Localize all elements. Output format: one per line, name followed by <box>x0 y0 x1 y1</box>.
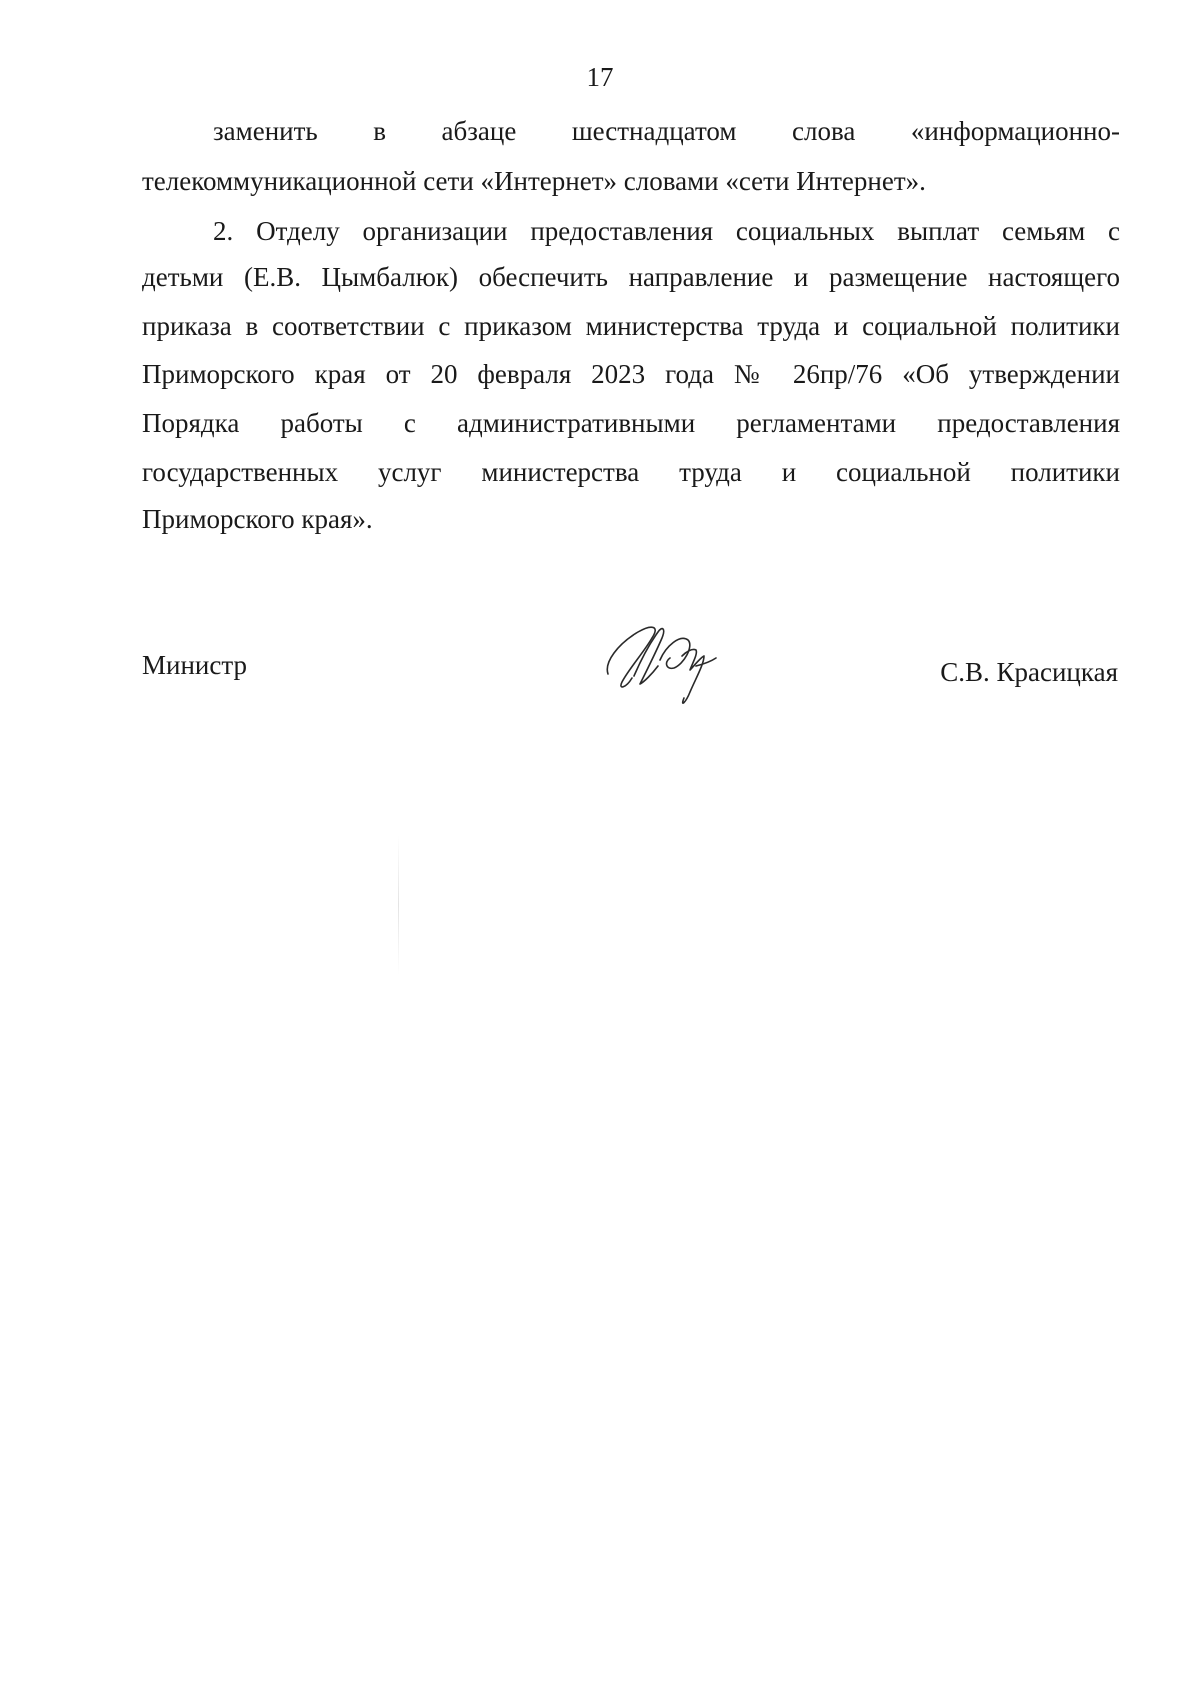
signature-title: Министр <box>142 650 247 680</box>
scan-artifact <box>398 835 399 975</box>
text-line: Приморского края». <box>142 504 373 534</box>
text-line: государственных услуг министерства труда и социальной политики <box>142 457 1120 487</box>
text-line: телекоммуникационной сети «Интернет» словами «сети Интернет». <box>142 166 926 196</box>
text-line: Приморского края от 20 февраля 2023 года № 26пр/76 «Об утверждении <box>142 359 1120 389</box>
text-line: Порядка работы с административными регламентами предоставления <box>142 408 1120 438</box>
handwritten-signature <box>600 612 740 712</box>
text-line: приказа в соответствии с приказом министерства труда и социальной политики <box>142 311 1120 341</box>
text-line: заменить в абзаце шестнадцатом слова «информационно- <box>213 116 1120 146</box>
text-line: детьми (Е.В. Цымбалюк) обеспечить направление и размещение настоящего <box>142 262 1120 292</box>
text-line: 2. Отделу организации предоставления социальных выплат семьям с <box>213 216 1120 246</box>
page-number: 17 <box>586 62 614 92</box>
signature-name: С.В. Красицкая <box>940 657 1118 687</box>
